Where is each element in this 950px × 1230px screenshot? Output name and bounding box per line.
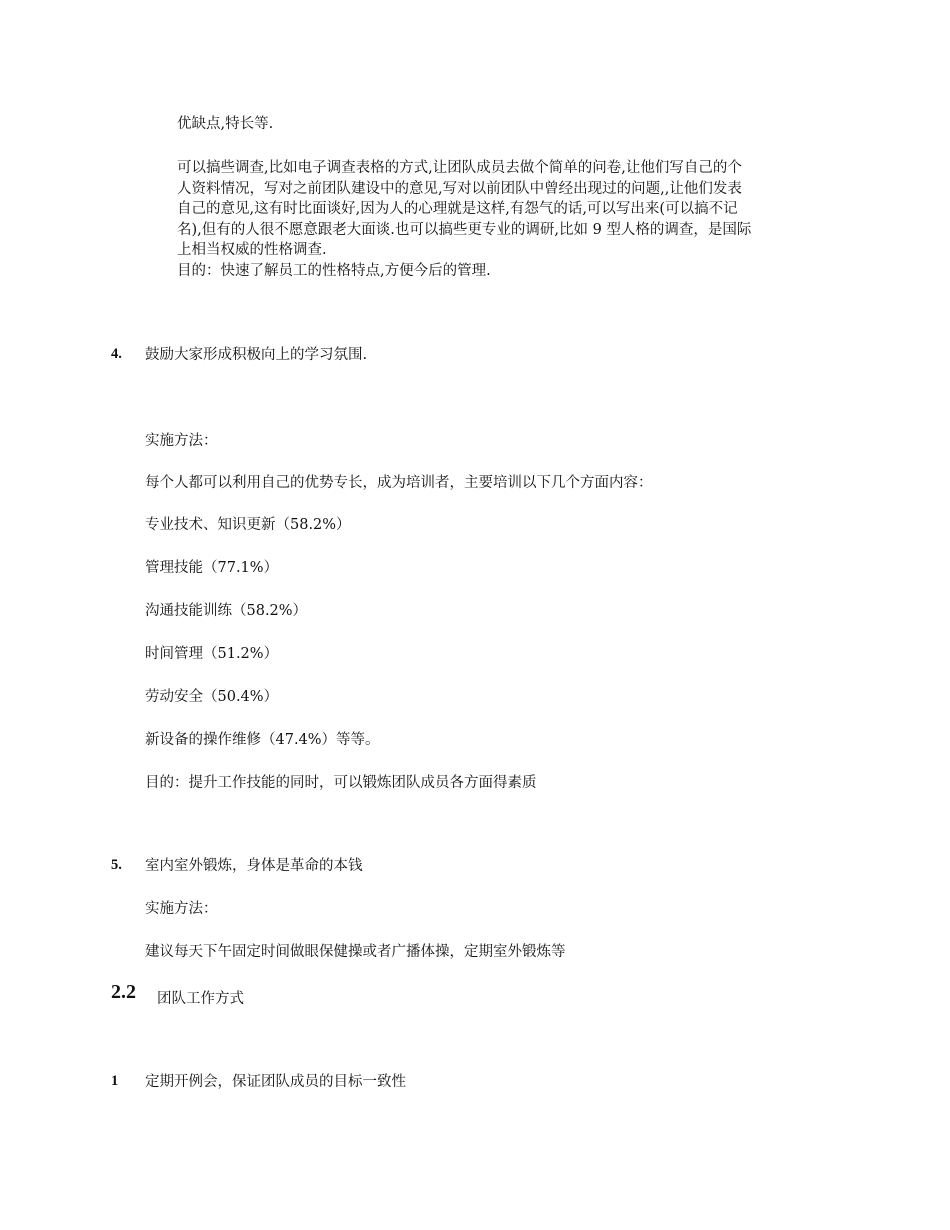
item-number: 4.	[111, 346, 122, 362]
training-item: 沟通技能训练（58.2%）	[145, 603, 308, 619]
intro-line: 优缺点,特长等.	[177, 116, 274, 132]
paragraph-line: 上相当权威的性格调查.	[177, 242, 327, 258]
item-number: 1	[111, 1073, 119, 1089]
paragraph-line: 名),但有的人很不愿意跟老大面谈.也可以搞些更专业的调研,比如 9 型人格的调查，是国际	[177, 221, 752, 238]
section-title: 团队工作方式	[157, 991, 244, 1007]
training-item: 时间管理（51.2%）	[145, 646, 279, 662]
paragraph-line: 人资料情况，写对之前团队建设中的意见,写对以前团队中曾经出现过的问题,,让他们发表	[177, 180, 742, 197]
item-purpose: 目的：提升工作技能的同时，可以锻炼团队成员各方面得素质	[145, 775, 537, 791]
training-item: 专业技术、知识更新（58.2%）	[145, 517, 351, 533]
method-label: 实施方法：	[145, 433, 218, 449]
item-title: 鼓励大家形成积极向上的学习氛围.	[145, 347, 368, 363]
paragraph-line: 自己的意见,这有时比面谈好,因为人的心理就是这样,有怨气的话,可以写出来(可以搞不记	[177, 201, 738, 217]
intro-paragraph	[177, 158, 822, 281]
method-description: 建议每天下午固定时间做眼保健操或者广播体操，定期室外锻炼等	[145, 944, 566, 960]
training-item: 新设备的操作维修（47.4%）等等。	[145, 732, 380, 748]
item-number: 5.	[111, 857, 122, 873]
section-number: 2.2	[111, 981, 136, 1003]
method-description: 每个人都可以利用自己的优势专长，成为培训者，主要培训以下几个方面内容：	[145, 475, 653, 491]
intro-purpose: 目的：快速了解员工的性格特点,方便今后的管理.	[177, 262, 491, 279]
item-title: 室内室外锻炼，身体是革命的本钱	[145, 858, 363, 874]
item-title: 定期开例会，保证团队成员的目标一致性	[145, 1074, 406, 1090]
method-label: 实施方法：	[145, 901, 218, 917]
training-item: 管理技能（77.1%）	[145, 560, 279, 576]
training-item: 劳动安全（50.4%）	[145, 689, 279, 705]
paragraph-line: 可以搞些调查,比如电子调查表格的方式,让团队成员去做个简单的问卷,让他们写自己的个	[177, 160, 742, 176]
